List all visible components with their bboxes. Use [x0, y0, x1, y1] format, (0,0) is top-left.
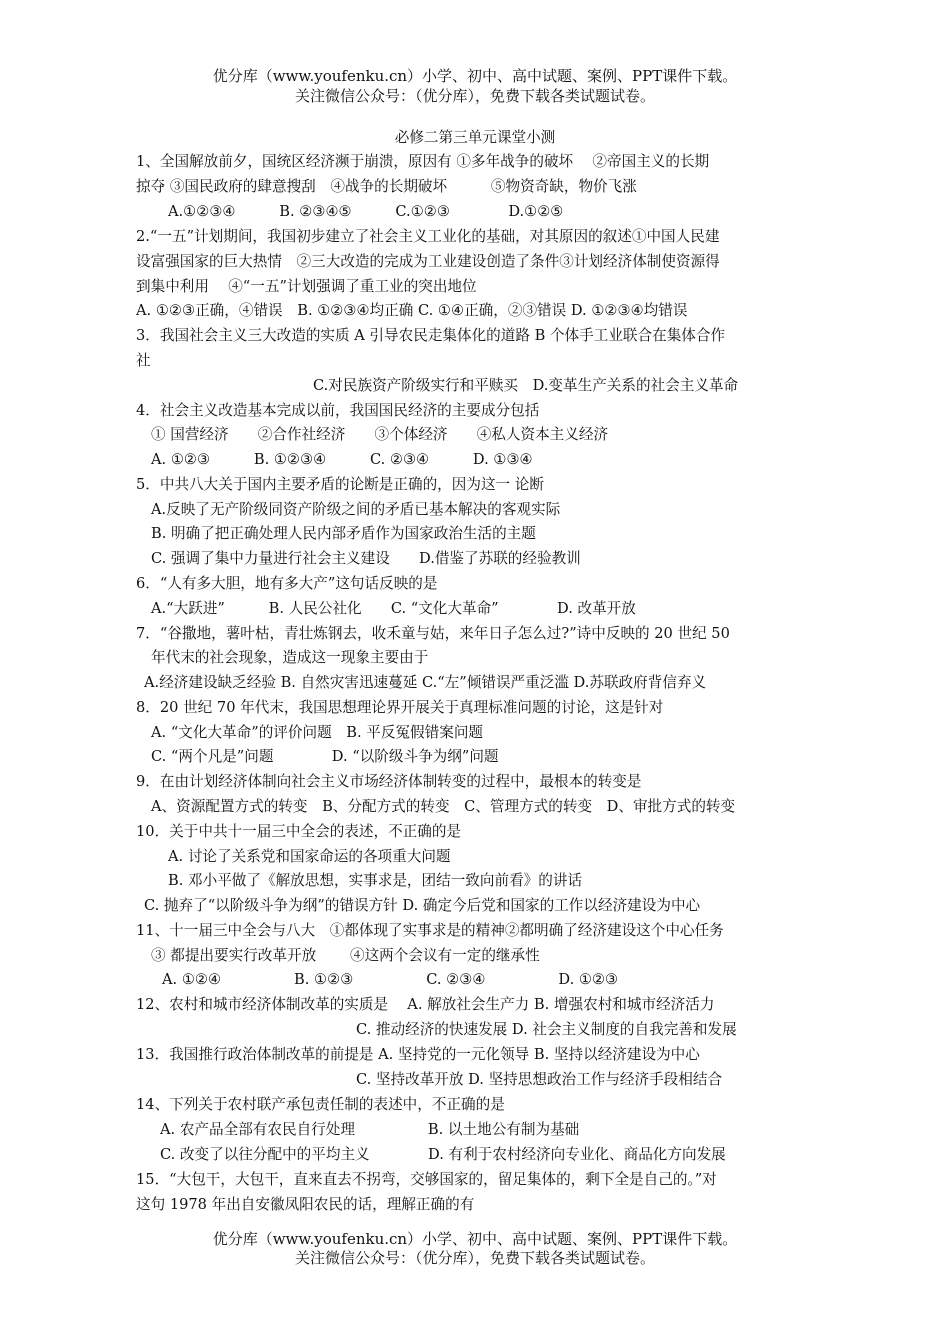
q10-line-1: 10．关于中共十一届三中全会的表述，不正确的是 — [136, 823, 462, 840]
q2-line-1: 2.“一五”计划期间，我国初步建立了社会主义工业化的基础，对其原因的叙述①中国人民建 — [136, 228, 720, 245]
q15-line-2: 这句 1978 年出自安徽凤阳农民的话，理解正确的有 — [136, 1196, 475, 1213]
header-line-1: 优分库（www.youfenku.cn）小学、初中、高中试题、案例、PPT课件下载。 — [212, 67, 738, 85]
q5-line-1: 5．中共八大关于国内主要矛盾的论断是正确的，因为这一 论断 — [136, 476, 544, 493]
q15-line-1: 15．“大包干，大包干，直来直去不拐弯，交够国家的，留足集体的，剩下全是自己的。”对 — [136, 1171, 717, 1188]
q6-line-1: 6．“人有多大胆，地有多大产”这句话反映的是 — [136, 575, 438, 592]
q7-options: A.经济建设缺乏经验 B. 自然灾害迅速蔓延 C.“左”倾错误严重泛滥 D.苏联政府背信弃义 — [144, 674, 707, 691]
q4-line-1: 4．社会主义改造基本完成以前，我国国民经济的主要成分包括 — [136, 402, 540, 419]
q9-options: A、资源配置方式的转变 B、分配方式的转变 C、管理方式的转变 D、审批方式的转变 — [151, 798, 736, 815]
q8-option-ab: A. “文化大革命”的评价问题 B. 平反冤假错案问题 — [151, 724, 484, 741]
q8-option-cd: C. “两个凡是”问题 D. “以阶级斗争为纲”问题 — [151, 748, 499, 765]
q14-option-ab: A. 农产品全部有农民自行处理 B. 以土地公有制为基础 — [160, 1121, 580, 1138]
header-line-2: 关注微信公众号：（优分库），免费下载各类试题试卷。 — [294, 87, 655, 105]
q1-line-2: 掠夺 ③国民政府的肆意搜刮 ④战争的长期破坏 ⑤物资奇缺，物价飞涨 — [136, 178, 637, 195]
q3-line-1: 3．我国社会主义三大改造的实质 A 引导农民走集体化的道路 B 个体手工业联合在集体合作 — [136, 327, 726, 344]
q7-line-1: 7．“谷撒地，薯叶枯，青壮炼钢去，收禾童与姑，来年日子怎么过?”诗中反映的 20 世纪 50 — [136, 625, 730, 642]
q3-options: C.对民族资产阶级实行和平赎买 D.变革生产关系的社会主义革命 — [313, 377, 739, 394]
q14-line-1: 14、下列关于农村联产承包责任制的表述中，不正确的是 — [136, 1096, 505, 1113]
q3-line-2: 社 — [136, 352, 151, 369]
q12-line-1: 12、农村和城市经济体制改革的实质是 A. 解放社会生产力 B. 增强农村和城市经济活力 — [136, 996, 715, 1013]
q1-options: A.①②③④ B. ②③④⑤ C.①②③ D.①②⑤ — [168, 203, 564, 220]
q5-option-a: A.反映了无产阶级同资产阶级之间的矛盾已基本解决的客观实际 — [151, 501, 561, 518]
q2-line-2: 设富强国家的巨大热情 ②三大改造的完成为工业建设创造了条件③计划经济体制使资源得 — [136, 253, 720, 270]
q11-options: A. ①②④ B. ①②③ C. ②③④ D. ①②③ — [162, 971, 619, 988]
q13-line-1: 13．我国推行政治体制改革的前提是 A. 坚持党的一元化领导 B. 坚持以经济建设为中心 — [136, 1046, 700, 1063]
q7-line-2: 年代末的社会现象，造成这一现象主要由于 — [151, 649, 429, 666]
page-title: 必修二第三单元课堂小测 — [394, 129, 556, 146]
q11-line-1: 11、十一届三中全会与八大 ①都体现了实事求是的精神②都明确了经济建设这个中心任务 — [136, 922, 724, 939]
q12-line-2: C. 推动经济的快速发展 D. 社会主义制度的自我完善和发展 — [356, 1021, 737, 1038]
q4-options: A. ①②③ B. ①②③④ C. ②③④ D. ①③④ — [151, 451, 533, 468]
footer-line-1: 优分库（www.youfenku.cn）小学、初中、高中试题、案例、PPT课件下载。 — [212, 1230, 738, 1248]
q10-option-cd: C. 抛弃了“以阶级斗争为纲”的错误方针 D. 确定今后党和国家的工作以经济建设为中心 — [144, 897, 701, 914]
q9-line-1: 9．在由计划经济体制向社会主义市场经济体制转变的过程中，最根本的转变是 — [136, 773, 642, 790]
q1-line-1: 1、全国解放前夕，国统区经济濒于崩溃，原因有 ①多年战争的破坏 ②帝国主义的长期 — [136, 153, 710, 170]
q2-options: A. ①②③正确，④错误 B. ①②③④均正确 C. ①④正确，②③错误 D. ①②③④均错误 — [136, 302, 688, 319]
q11-line-2: ③ 都提出要实行改革开放 ④这两个会议有一定的继承性 — [151, 947, 540, 964]
q8-line-1: 8．20 世纪 70 年代末，我国思想理论界开展关于真理标准问题的讨论，这是针对 — [136, 699, 664, 716]
q4-line-2: ① 国营经济 ②合作社经济 ③个体经济 ④私人资本主义经济 — [151, 426, 609, 443]
q2-line-3: 到集中利用 ④“一五”计划强调了重工业的突出地位 — [136, 278, 477, 295]
q13-line-2: C. 坚持改革开放 D. 坚持思想政治工作与经济手段相结合 — [356, 1071, 723, 1088]
q14-option-cd: C. 改变了以往分配中的平均主义 D. 有利于农村经济向专业化、商品化方向发展 — [160, 1146, 726, 1163]
q10-option-a: A. 讨论了关系党和国家命运的各项重大问题 — [168, 848, 451, 865]
footer-line-2: 关注微信公众号：（优分库），免费下载各类试题试卷。 — [294, 1249, 655, 1267]
q6-options: A.“大跃进” B. 人民公社化 C. “文化大革命” D. 改革开放 — [151, 600, 636, 617]
q5-option-cd: C. 强调了集中力量进行社会主义建设 D.借鉴了苏联的经验教训 — [151, 550, 581, 567]
q10-option-b: B. 邓小平做了《解放思想，实事求是，团结一致向前看》的讲话 — [168, 872, 583, 889]
q5-option-b: B. 明确了把正确处理人民内部矛盾作为国家政治生活的主题 — [151, 525, 536, 542]
